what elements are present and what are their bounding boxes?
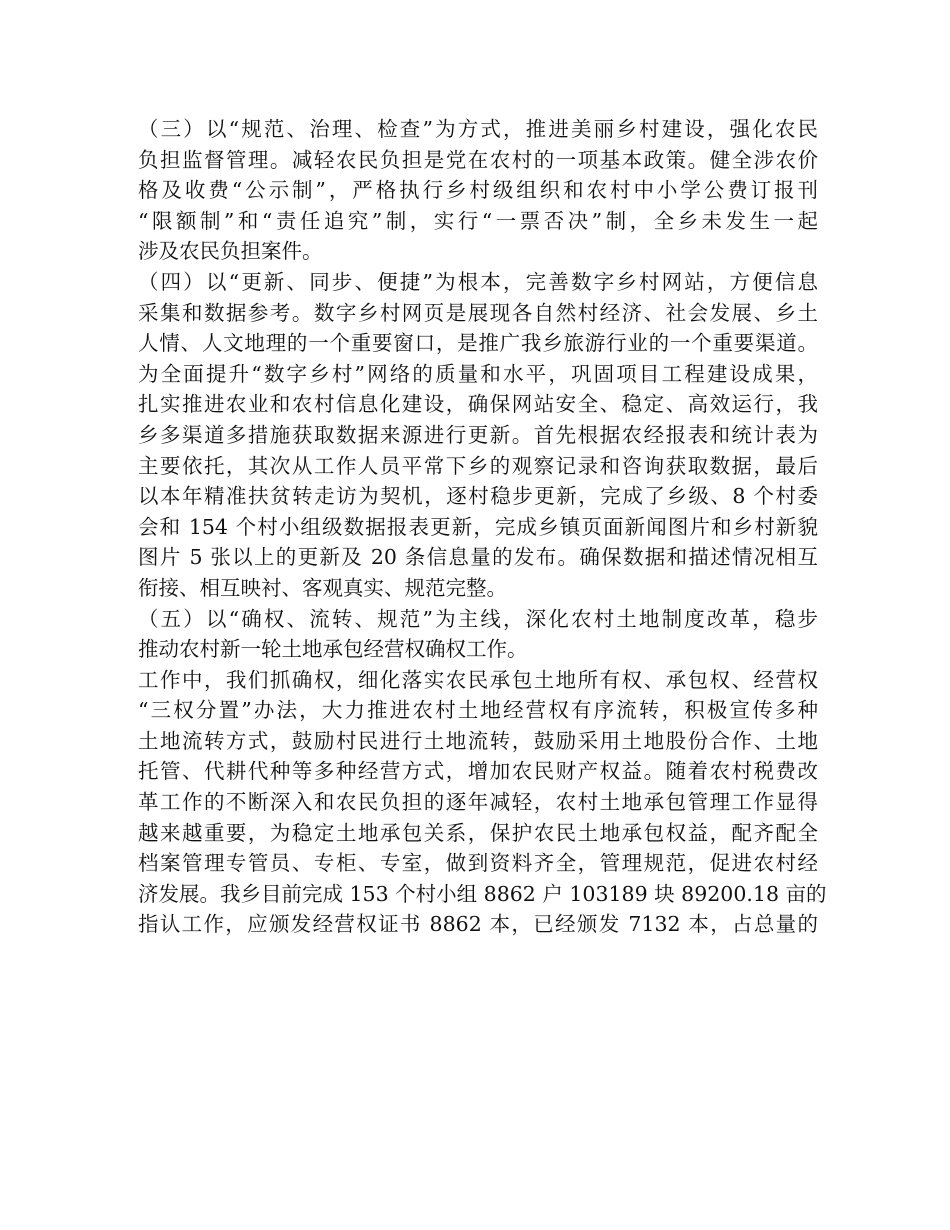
text-line: 为全面提升“数字乡村”网络的质量和水平，巩固项目工程建设成果， (138, 361, 818, 386)
text-line: 越来越重要，为稳定土地承包关系，保护农民土地承包权益，配齐配全 (138, 820, 818, 845)
text-line: “三权分置”办法，大力推进农村土地经营权有序流转，积极宣传多种 (138, 698, 818, 723)
text-line: 衔接、相互映衬、客观真实、规范完整。 (138, 575, 507, 600)
text-line: （四）以“更新、同步、便捷”为根本，完善数字乡村网站，方便信息 (138, 269, 818, 294)
text-line: “限额制”和“责任追究”制，实行“一票否决”制，全乡未发生一起 (138, 208, 818, 233)
text-line: 乡多渠道多措施获取数据来源进行更新。首先根据农经报表和统计表为 (138, 422, 818, 447)
text-line: 推动农村新一轮土地承包经营权确权工作。 (138, 637, 528, 662)
text-line: 图片 5 张以上的更新及 20 条信息量的发布。确保数据和描述情况相互 (138, 545, 818, 570)
text-line: 主要依托，其次从工作人员平常下乡的观察记录和咨询获取数据，最后 (138, 453, 818, 478)
text-line: 托管、代耕代种等多种经营方式，增加农民财产权益。随着农村税费改 (138, 759, 818, 784)
text-line: 工作中，我们抓确权，细化落实农民承包土地所有权、承包权、经营权 (138, 667, 818, 692)
text-line: 指认工作，应颁发经营权证书 8862 本，已经颁发 7132 本，占总量的 (138, 912, 818, 937)
text-line: 档案管理专管员、专柜、专室，做到资料齐全，管理规范，促进农村经 (138, 851, 818, 876)
text-line: 会和 154 个村小组级数据报表更新，完成乡镇页面新闻图片和乡村新貌 (138, 514, 818, 539)
text-line: （五）以“确权、流转、规范”为主线，深化农村土地制度改革，稳步 (138, 606, 818, 631)
text-line: （三）以“规范、治理、检查”为方式，推进美丽乡村建设，强化农民 (138, 117, 818, 141)
text-line: 采集和数据参考。数字乡村网页是展现各自然村经济、社会发展、乡土 (138, 300, 818, 325)
text-line: 涉及农民负担案件。 (138, 239, 323, 264)
document-body (138, 114, 827, 940)
text-line: 革工作的不断深入和农民负担的逐年减轻，农村土地承包管理工作显得 (138, 790, 818, 815)
text-line: 以本年精准扶贫转走访为契机，逐村稳步更新，完成了乡级、8 个村委 (138, 484, 818, 509)
text-line: 格及收费“公示制”，严格执行乡村级组织和农村中小学公费订报刊 (138, 178, 818, 203)
text-line: 负担监督管理。减轻农民负担是党在农村的一项基本政策。健全涉农价 (138, 147, 818, 172)
text-line: 人情、人文地理的一个重要窗口，是推广我乡旅游行业的一个重要渠道。 (138, 331, 818, 356)
text-line: 土地流转方式，鼓励村民进行土地流转，鼓励采用土地股份合作、土地 (138, 728, 818, 753)
text-line: 济发展。我乡目前完成 153 个村小组 8862 户 103189 块 89200.18 亩的 (138, 881, 827, 906)
text-line: 扎实推进农业和农村信息化建设，确保网站安全、稳定、高效运行，我 (138, 392, 818, 417)
